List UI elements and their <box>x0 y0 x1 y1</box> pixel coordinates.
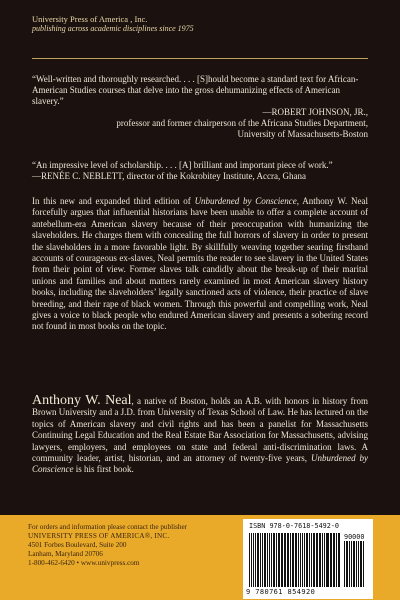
barcode-bar <box>336 533 337 587</box>
barcode-bar <box>278 533 280 587</box>
publisher-tagline: publishing across academic disciplines since 1975 <box>32 24 194 33</box>
barcode-bar <box>333 533 335 587</box>
barcode-bar <box>319 533 321 587</box>
price-code: 90000 <box>344 533 365 541</box>
barcode-bar <box>304 533 305 587</box>
divider-rule <box>32 58 368 59</box>
quote-text: “Well-written and thoroughly researched. . . . [S]hould become a standard text for African-American Studies courses that delve into the gross dehumanizing effects of American slavery.” <box>32 74 359 106</box>
barcode-bar <box>251 533 252 587</box>
barcode-bar <box>322 533 324 587</box>
book-title: Unburdened by Conscience <box>32 453 368 475</box>
barcode-bar <box>292 533 294 587</box>
barcode-bar <box>290 533 291 587</box>
barcode-bar <box>338 533 339 587</box>
author-bio-end: is his first book. <box>73 464 134 475</box>
footer-band <box>0 515 400 600</box>
publisher-block <box>32 14 194 34</box>
ordering-contact: 1-800-462-6420 • www.univpress.com <box>28 559 140 567</box>
barcode-bar <box>271 533 272 587</box>
ordering-address: 4501 Forbes Boulevard, Suite 200 <box>28 541 127 549</box>
book-title: Unburdened by Conscience <box>194 196 297 206</box>
addon-bar <box>353 541 355 587</box>
barcode-bar <box>311 533 312 587</box>
barcode-bar <box>288 533 289 587</box>
description-text: , Anthony W. Neal forcefully argues that influential historians have been unable to offer a complete account of antebellum-era American slavery because of their preoccupation with humanizing the slaveholders. He charges them with concealing the full horrors of slavery in order to present the slaveholders in a more favorable light. By skillfully weaving together searing firsthand accounts of courageous ex-slaves, Neal permits the reader to see slavery in the United States from their point of view. Former slaves talk candidly about the break-up of their marital unions and families and about matters rarely examined in most American slavery history books, including the slaveholders’ legally sanctioned acts of violence, their practice of slave breeding, and their rape of black women. Through this powerful and compelling work, Neal gives a voice to black people who endured American slavery and presents a sobering record not found in most books on the topic. <box>32 196 369 332</box>
quote-attribution-role: professor and former chairperson of the Africana Studies Department, <box>116 118 368 128</box>
addon-bar <box>356 541 357 587</box>
addon-bar <box>358 541 359 587</box>
review-quote-1 <box>32 74 368 140</box>
barcode-bar <box>269 533 270 587</box>
addon-bar <box>351 541 352 587</box>
barcode-bar <box>255 533 256 587</box>
barcode-bar <box>316 533 317 587</box>
barcode-bar <box>281 533 282 587</box>
addon-barcode-bars <box>344 541 370 587</box>
barcode-bar <box>326 533 328 587</box>
barcode-bar <box>273 533 275 587</box>
book-description <box>32 196 368 333</box>
barcode-bar <box>276 533 277 587</box>
barcode-digits: 9 780761 854920 <box>246 588 316 596</box>
barcode-bar <box>295 533 297 587</box>
addon-bar <box>346 541 348 587</box>
ordering-publisher: UNIVERSITY PRESS OF AMERICA®, INC. <box>28 532 170 540</box>
ordering-line: For orders and information please contact the publisher <box>28 523 188 531</box>
barcode-bar <box>317 533 318 587</box>
barcode-bar <box>313 533 315 587</box>
barcode-bar <box>300 533 301 587</box>
barcode-bar <box>267 533 269 587</box>
barcode-bar <box>262 533 263 587</box>
ordering-city: Lanham, Maryland 20706 <box>28 550 103 558</box>
isbn-label: ISBN 978-0-7618-5492-0 <box>249 522 340 530</box>
addon-bar <box>344 541 345 587</box>
barcode-bar <box>302 533 304 587</box>
barcode-bar <box>264 533 266 587</box>
review-quote-2 <box>32 160 368 182</box>
addon-bar <box>349 541 350 587</box>
description-text: In this new and expanded third edition of <box>32 196 195 206</box>
quote-attribution-name: —ROBERT JOHNSON, JR., <box>262 107 368 117</box>
addon-bar <box>363 541 364 587</box>
barcode-bar <box>287 533 288 587</box>
barcode-bar <box>282 533 283 587</box>
barcode-bar <box>298 533 299 587</box>
ordering-info <box>28 523 218 568</box>
quote-attribution-name: —RENÉE C. NEBLETT, director of the Kokrobitey Institute, Accra, Ghana <box>32 171 307 181</box>
author-name: Anthony W. Neal <box>32 393 132 408</box>
quote-text: “An impressive level of scholarship. . . . [A] brilliant and important piece of work.” <box>32 160 333 170</box>
author-bio-text: , a native of Boston, holds an A.B. with honors in history from Brown University and a J.D. from University of Texas School of Law. He has lectured on the topics of American slavery and civil rights and has been a panelist for Massachusetts Continuing Legal Education and the Real Estate Bar Association for Massachusetts, advising lawyers, employers, and employees on state and federal anti-discrimination laws. A community leader, artist, historian, and an attorney of twenty-five years, <box>32 396 368 464</box>
quote-attribution-affiliation: University of Massachusetts-Boston <box>237 129 368 139</box>
addon-bar <box>360 541 362 587</box>
barcode-bar <box>330 533 331 587</box>
barcode-bar <box>260 533 261 587</box>
barcode-bar <box>253 533 255 587</box>
barcode-bars <box>249 533 341 587</box>
barcode-bar <box>324 533 325 587</box>
barcode-bar <box>331 533 332 587</box>
barcode-bar <box>339 533 340 587</box>
barcode-bar <box>306 533 308 587</box>
barcode-bar <box>309 533 310 587</box>
author-bio <box>32 395 368 476</box>
barcode-bar <box>284 533 286 587</box>
barcode-bar <box>257 533 259 587</box>
isbn-barcode <box>243 519 373 599</box>
publisher-name: University Press of America , Inc. <box>32 14 148 24</box>
barcode-bar <box>249 533 250 587</box>
